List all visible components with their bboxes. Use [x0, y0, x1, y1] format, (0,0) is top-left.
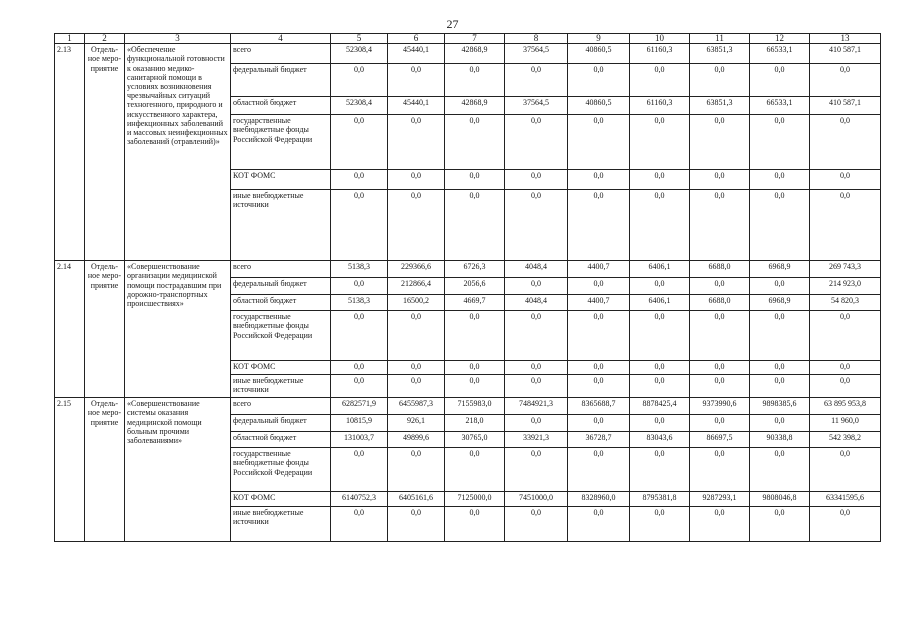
- value-cell: 0,0: [445, 311, 505, 361]
- value-cell: 926,1: [388, 415, 445, 432]
- value-cell: 0,0: [568, 64, 630, 97]
- event-name: «Обеспечение функциональной готовности к оказанию медико-санитарной помощи в условиях возникновения чрезвычайных ситуаций техногенного, природного и искусственного характера, инфекционных заболеваний и массовых неинфекционных заболеваний (отравлений)»: [125, 44, 231, 261]
- table-row: [55, 44, 881, 64]
- value-cell: 0,0: [750, 507, 810, 542]
- value-cell: 0,0: [810, 170, 881, 190]
- value-cell: 86697,5: [690, 432, 750, 448]
- value-cell: 0,0: [690, 375, 750, 398]
- value-cell: 0,0: [445, 448, 505, 492]
- value-cell: 0,0: [630, 375, 690, 398]
- value-cell: 52308,4: [331, 97, 388, 115]
- column-header: 1: [55, 34, 85, 44]
- value-cell: 0,0: [568, 311, 630, 361]
- value-cell: 0,0: [505, 507, 568, 542]
- value-cell: 42868,9: [445, 97, 505, 115]
- value-cell: 0,0: [505, 190, 568, 261]
- column-header: 9: [568, 34, 630, 44]
- value-cell: 0,0: [331, 170, 388, 190]
- funding-source: иные внебюджетные источники: [231, 375, 331, 398]
- value-cell: 0,0: [750, 415, 810, 432]
- funding-source: иные внебюджетные источники: [231, 190, 331, 261]
- value-cell: 37564,5: [505, 44, 568, 64]
- value-cell: 0,0: [690, 170, 750, 190]
- value-cell: 0,0: [690, 64, 750, 97]
- value-cell: 7155983,0: [445, 398, 505, 415]
- value-cell: 66533,1: [750, 97, 810, 115]
- value-cell: 0,0: [388, 448, 445, 492]
- value-cell: 6455987,3: [388, 398, 445, 415]
- value-cell: 0,0: [388, 170, 445, 190]
- value-cell: 4669,7: [445, 295, 505, 311]
- value-cell: 542 398,2: [810, 432, 881, 448]
- value-cell: 0,0: [568, 448, 630, 492]
- value-cell: 0,0: [630, 415, 690, 432]
- value-cell: 0,0: [568, 278, 630, 295]
- page-number: 27: [446, 17, 459, 31]
- value-cell: 0,0: [690, 415, 750, 432]
- value-cell: 0,0: [630, 361, 690, 375]
- value-cell: 6282571,9: [331, 398, 388, 415]
- value-cell: 0,0: [750, 311, 810, 361]
- value-cell: 0,0: [810, 507, 881, 542]
- value-cell: 37564,5: [505, 97, 568, 115]
- value-cell: 0,0: [750, 190, 810, 261]
- funding-source: государственные внебюджетные фонды Российской Федерации: [231, 448, 331, 492]
- value-cell: 0,0: [630, 170, 690, 190]
- value-cell: 6688,0: [690, 295, 750, 311]
- value-cell: 40860,5: [568, 97, 630, 115]
- column-header: 10: [630, 34, 690, 44]
- value-cell: 7125000,0: [445, 492, 505, 507]
- value-cell: 0,0: [505, 361, 568, 375]
- value-cell: 0,0: [445, 361, 505, 375]
- value-cell: 9808046,8: [750, 492, 810, 507]
- value-cell: 0,0: [810, 115, 881, 170]
- value-cell: 0,0: [750, 448, 810, 492]
- value-cell: 8328960,0: [568, 492, 630, 507]
- value-cell: 0,0: [630, 115, 690, 170]
- value-cell: 0,0: [750, 170, 810, 190]
- value-cell: 0,0: [690, 448, 750, 492]
- value-cell: 61160,3: [630, 44, 690, 64]
- column-header: 11: [690, 34, 750, 44]
- value-cell: 66533,1: [750, 44, 810, 64]
- value-cell: 0,0: [505, 170, 568, 190]
- value-cell: 0,0: [388, 115, 445, 170]
- value-cell: 7484921,3: [505, 398, 568, 415]
- value-cell: 0,0: [331, 190, 388, 261]
- value-cell: 0,0: [630, 507, 690, 542]
- value-cell: 0,0: [568, 361, 630, 375]
- value-cell: 0,0: [750, 375, 810, 398]
- value-cell: 45440,1: [388, 44, 445, 64]
- value-cell: 0,0: [568, 507, 630, 542]
- value-cell: 0,0: [568, 415, 630, 432]
- column-header: 8: [505, 34, 568, 44]
- value-cell: 0,0: [690, 190, 750, 261]
- value-cell: 0,0: [630, 64, 690, 97]
- column-header: 13: [810, 34, 881, 44]
- table-row: [55, 398, 881, 415]
- value-cell: 0,0: [630, 190, 690, 261]
- value-cell: 6406,1: [630, 261, 690, 278]
- funding-source: КОТ ФОМС: [231, 361, 331, 375]
- budget-table: [54, 33, 881, 542]
- funding-source: федеральный бюджет: [231, 415, 331, 432]
- value-cell: 6726,3: [445, 261, 505, 278]
- value-cell: 63 895 953,8: [810, 398, 881, 415]
- value-cell: 16500,2: [388, 295, 445, 311]
- column-header: 6: [388, 34, 445, 44]
- value-cell: 0,0: [810, 64, 881, 97]
- value-cell: 8795381,8: [630, 492, 690, 507]
- value-cell: 0,0: [331, 278, 388, 295]
- value-cell: 5138,3: [331, 295, 388, 311]
- value-cell: 6140752,3: [331, 492, 388, 507]
- value-cell: 33921,3: [505, 432, 568, 448]
- event-name: «Совершенствование системы оказания медицинской помощи больным прочими заболеваниями»: [125, 398, 231, 542]
- event-type: Отдель-ное меро-приятие: [85, 398, 125, 542]
- value-cell: 6968,9: [750, 295, 810, 311]
- value-cell: 0,0: [505, 311, 568, 361]
- value-cell: 0,0: [331, 115, 388, 170]
- value-cell: 0,0: [690, 361, 750, 375]
- value-cell: 9287293,1: [690, 492, 750, 507]
- value-cell: 4048,4: [505, 261, 568, 278]
- value-cell: 0,0: [331, 375, 388, 398]
- value-cell: 0,0: [810, 190, 881, 261]
- value-cell: 63341595,6: [810, 492, 881, 507]
- value-cell: 269 743,3: [810, 261, 881, 278]
- value-cell: 0,0: [690, 278, 750, 295]
- value-cell: 6406,1: [630, 295, 690, 311]
- event-name: «Совершенствование организации медицинской помощи пострадавшим при дорожно-транспортных происшествиях»: [125, 261, 231, 398]
- value-cell: 4400,7: [568, 295, 630, 311]
- value-cell: 0,0: [445, 64, 505, 97]
- value-cell: 0,0: [630, 278, 690, 295]
- value-cell: 0,0: [505, 375, 568, 398]
- value-cell: 0,0: [445, 115, 505, 170]
- value-cell: 214 923,0: [810, 278, 881, 295]
- funding-source: КОТ ФОМС: [231, 170, 331, 190]
- value-cell: 0,0: [505, 448, 568, 492]
- value-cell: 6688,0: [690, 261, 750, 278]
- value-cell: 0,0: [810, 361, 881, 375]
- value-cell: 0,0: [388, 361, 445, 375]
- column-header: 12: [750, 34, 810, 44]
- value-cell: 6968,9: [750, 261, 810, 278]
- value-cell: 9373990,6: [690, 398, 750, 415]
- value-cell: 90338,8: [750, 432, 810, 448]
- event-type: Отдель-ное меро-приятие: [85, 44, 125, 261]
- value-cell: 40860,5: [568, 44, 630, 64]
- value-cell: 0,0: [445, 190, 505, 261]
- value-cell: 410 587,1: [810, 44, 881, 64]
- value-cell: 4400,7: [568, 261, 630, 278]
- value-cell: 0,0: [331, 64, 388, 97]
- value-cell: 212866,4: [388, 278, 445, 295]
- funding-source: всего: [231, 261, 331, 278]
- value-cell: 0,0: [388, 375, 445, 398]
- value-cell: 0,0: [331, 448, 388, 492]
- funding-source: областной бюджет: [231, 97, 331, 115]
- value-cell: 0,0: [388, 64, 445, 97]
- value-cell: 0,0: [690, 311, 750, 361]
- value-cell: 0,0: [331, 507, 388, 542]
- row-number: 2.13: [55, 44, 85, 261]
- value-cell: 0,0: [445, 507, 505, 542]
- funding-source: иные внебюджетные источники: [231, 507, 331, 542]
- value-cell: 0,0: [630, 448, 690, 492]
- value-cell: 0,0: [568, 170, 630, 190]
- funding-source: федеральный бюджет: [231, 278, 331, 295]
- value-cell: 410 587,1: [810, 97, 881, 115]
- value-cell: 8365688,7: [568, 398, 630, 415]
- value-cell: 10815,9: [331, 415, 388, 432]
- value-cell: 0,0: [505, 278, 568, 295]
- value-cell: 61160,3: [630, 97, 690, 115]
- value-cell: 0,0: [505, 64, 568, 97]
- value-cell: 0,0: [505, 415, 568, 432]
- value-cell: 0,0: [331, 361, 388, 375]
- row-number: 2.14: [55, 261, 85, 398]
- event-type: Отдель-ное меро-приятие: [85, 261, 125, 398]
- value-cell: 0,0: [810, 448, 881, 492]
- value-cell: 0,0: [505, 115, 568, 170]
- column-header: 2: [85, 34, 125, 44]
- value-cell: 6405161,6: [388, 492, 445, 507]
- value-cell: 0,0: [690, 115, 750, 170]
- value-cell: 218,0: [445, 415, 505, 432]
- value-cell: 0,0: [630, 311, 690, 361]
- value-cell: 0,0: [810, 311, 881, 361]
- value-cell: 0,0: [750, 278, 810, 295]
- value-cell: 9898385,6: [750, 398, 810, 415]
- value-cell: 0,0: [568, 375, 630, 398]
- column-header: 3: [125, 34, 231, 44]
- funding-source: федеральный бюджет: [231, 64, 331, 97]
- value-cell: 11 960,0: [810, 415, 881, 432]
- value-cell: 8878425,4: [630, 398, 690, 415]
- value-cell: 131003,7: [331, 432, 388, 448]
- value-cell: 63851,3: [690, 44, 750, 64]
- funding-source: государственные внебюджетные фонды Российской Федерации: [231, 311, 331, 361]
- value-cell: 0,0: [388, 190, 445, 261]
- value-cell: 0,0: [690, 507, 750, 542]
- funding-source: государственные внебюджетные фонды Российской Федерации: [231, 115, 331, 170]
- row-number: 2.15: [55, 398, 85, 542]
- value-cell: 0,0: [568, 190, 630, 261]
- value-cell: 0,0: [388, 507, 445, 542]
- column-header: 4: [231, 34, 331, 44]
- value-cell: 0,0: [445, 170, 505, 190]
- value-cell: 45440,1: [388, 97, 445, 115]
- value-cell: 0,0: [331, 311, 388, 361]
- funding-source: всего: [231, 398, 331, 415]
- value-cell: 36728,7: [568, 432, 630, 448]
- value-cell: 7451000,0: [505, 492, 568, 507]
- value-cell: 0,0: [810, 375, 881, 398]
- value-cell: 229366,6: [388, 261, 445, 278]
- column-header: 7: [445, 34, 505, 44]
- column-header: 5: [331, 34, 388, 44]
- value-cell: 30765,0: [445, 432, 505, 448]
- funding-source: КОТ ФОМС: [231, 492, 331, 507]
- value-cell: 83043,6: [630, 432, 690, 448]
- value-cell: 54 820,3: [810, 295, 881, 311]
- value-cell: 0,0: [568, 115, 630, 170]
- value-cell: 0,0: [388, 311, 445, 361]
- value-cell: 63851,3: [690, 97, 750, 115]
- value-cell: 0,0: [750, 115, 810, 170]
- value-cell: 4048,4: [505, 295, 568, 311]
- funding-source: областной бюджет: [231, 295, 331, 311]
- value-cell: 5138,3: [331, 261, 388, 278]
- value-cell: 42868,9: [445, 44, 505, 64]
- value-cell: 52308,4: [331, 44, 388, 64]
- value-cell: 49899,6: [388, 432, 445, 448]
- header-row: [55, 34, 881, 44]
- value-cell: 0,0: [445, 375, 505, 398]
- funding-source: всего: [231, 44, 331, 64]
- table-row: [55, 261, 881, 278]
- value-cell: 0,0: [750, 361, 810, 375]
- value-cell: 2056,6: [445, 278, 505, 295]
- funding-source: областной бюджет: [231, 432, 331, 448]
- value-cell: 0,0: [750, 64, 810, 97]
